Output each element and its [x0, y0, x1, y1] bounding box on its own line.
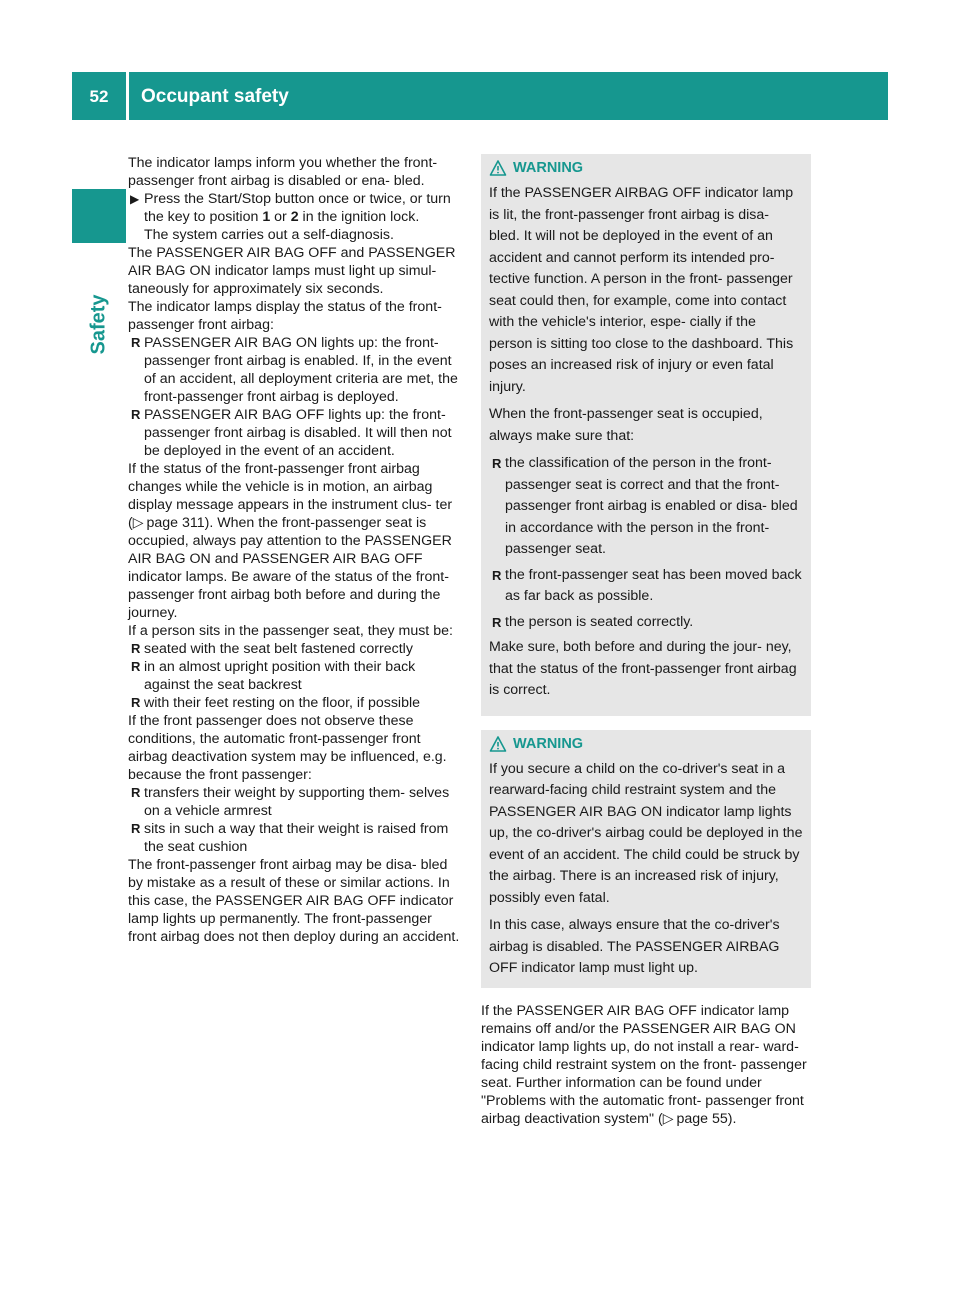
warning-paragraph: Make sure, both before and during the jour- ney, that the status of the front-passenger front airbag is correct. [489, 639, 797, 698]
bullet-r-icon: R [131, 659, 141, 674]
warning-paragraph: When the front-passenger seat is occupied, always make sure that: [489, 406, 763, 444]
list-item [128, 694, 460, 712]
instruction-step [128, 190, 460, 244]
bullet-r-icon: R [131, 335, 141, 350]
header-divider [126, 72, 129, 120]
step-text-or: or [270, 209, 291, 225]
warning-heading [489, 734, 803, 754]
bullet-r-icon: R [492, 614, 502, 630]
list-item-text: the classification of the person in the front- passenger seat is correct and that the front- passenger front airbag is enabled or disa- bled in accordance with the person in the front-passenger seat. [505, 455, 798, 557]
page-ref-arrow-icon: ▷ [662, 1110, 674, 1127]
bullet-r-icon: R [131, 695, 141, 710]
list-item-text: with their feet resting on the floor, if possible [144, 695, 421, 711]
paragraph-3: The indicator lamps display the status of the front-passenger front airbag: [128, 299, 442, 333]
warning-triangle-icon [489, 159, 507, 177]
page-ref-arrow-icon: ▷ [132, 515, 144, 531]
list-item-text: seated with the seat belt fastened correctly [144, 641, 413, 657]
closing-paragraph [481, 1002, 811, 1128]
warning-heading-text: WARNING [513, 735, 584, 752]
bullet-r-icon: R [131, 821, 141, 836]
intro-paragraph: The indicator lamps inform you whether the front-passenger front airbag is disabled or ena- bled. [128, 155, 438, 189]
paragraph-4-a: If the status of the front-passenger front airbag changes while the vehicle is in motion, an airbag display message appears in the instrument clus- ter ( [128, 461, 453, 531]
warning-paragraph: If you secure a child on the co-driver's seat in a rearward-facing child restraint system and the PASSENGER AIR BAG ON indicator lamp lights up, the co-driver's airbag could be deployed in the event of an accident. The child could be struck by the airbag. There is an increased risk of injury, possibly even fatal. [489, 760, 803, 906]
step-text [144, 191, 451, 225]
list-item-text: transfers their weight by supporting them- selves on a vehicle armrest [144, 785, 450, 819]
right-column [481, 154, 811, 1128]
list-item [128, 406, 460, 460]
list-item [489, 612, 803, 634]
page-ref-link[interactable]: page 311 [146, 515, 205, 531]
paragraph-2: The PASSENGER AIR BAG OFF and PASSENGER AIR BAG ON indicator lamps must light up simul- taneously for approximately six seconds. [128, 245, 456, 297]
paragraph-4 [128, 460, 460, 622]
list-item-text: the person is seated correctly. [505, 613, 694, 630]
step-text-a: Press the Start/Stop button once or twice, or turn the key to position [144, 191, 451, 225]
step-result: The system carries out a self-diagnosis. [144, 227, 394, 243]
section-title: Occupant safety [141, 86, 289, 107]
list-item [128, 820, 460, 856]
left-column [128, 154, 460, 946]
list-item [489, 565, 803, 608]
bullet-r-icon: R [131, 641, 141, 656]
warning-paragraph: In this case, always ensure that the co-driver's airbag is disabled. The PASSENGER AIRBAG OFF indicator lamp must light up. [489, 917, 780, 976]
page-number: 52 [89, 87, 109, 106]
bullet-r-icon: R [131, 407, 141, 422]
position-2: 2 [290, 209, 299, 225]
list-item-text: in an almost upright position with their back against the seat backrest [144, 659, 416, 693]
paragraph-7: The front-passenger front airbag may be disa- bled by mistake as a result of these or similar actions. In this case, the PASSENGER AIR BAG OFF indicator lamp lights up permanently. The front-passenger front airbag does not then deploy during an accident. [128, 857, 460, 945]
list-item [128, 784, 460, 820]
closing-paragraph-a: If the PASSENGER AIR BAG OFF indicator lamp remains off and/or the PASSENGER AIR BAG ON indicator lamp lights up, do not install a rear- ward-facing child restraint system on the front- passenger seat. Further information can be found under "Problems with the automatic front- passenger front airbag deactivation system" ( [481, 1002, 807, 1127]
list-item [128, 334, 460, 406]
list-item [489, 453, 803, 561]
warning-paragraph: If the PASSENGER AIRBAG OFF indicator lamp is lit, the front-passenger front airbag is disa- bled. It will not be deployed in the event of an accident and cannot perform its intended pro- tective function. A person in the front- passenger seat could then, for example, come into contact with the vehicle's interior, espe- cially if the person is sitting too close to the dashboard. This poses an increased risk of injury or even fatal injury. [489, 185, 794, 395]
bullet-r-icon: R [131, 785, 141, 800]
warning-triangle-icon [489, 735, 507, 753]
warning-heading [489, 158, 803, 178]
paragraph-4-b: ). When the front-passenger seat is occupied, always pay attention to the PASSENGER AIR BAG ON and PASSENGER AIR BAG OFF indicator lamps. Be aware of the status of the front-passenger front airbag both before and during the journey. [128, 515, 452, 621]
list-item [128, 658, 460, 694]
warning-box-1 [481, 154, 811, 716]
bullet-r-icon: R [492, 567, 502, 583]
position-1: 1 [262, 209, 271, 225]
triangle-arrow-icon: ▶ [130, 192, 140, 206]
list-item-text: PASSENGER AIR BAG OFF lights up: the front- passenger front airbag is disabled. It will then not be deployed in the event of an accident. [144, 407, 452, 459]
side-section-label: Safety [87, 294, 110, 355]
list-item-text: the front-passenger seat has been moved back as far back as possible. [505, 566, 802, 604]
page-ref-link[interactable]: page 55 [676, 1110, 728, 1127]
list-item [128, 640, 460, 658]
step-text-c: in the ignition lock. [298, 209, 420, 225]
paragraph-6: If the front passenger does not observe these conditions, the automatic front-passenger front airbag deactivation system may be influenced, e.g. because the front passenger: [128, 713, 447, 783]
list-item-text: sits in such a way that their weight is raised from the seat cushion [144, 821, 449, 855]
closing-paragraph-b: ). [727, 1110, 737, 1127]
paragraph-5: If a person sits in the passenger seat, they must be: [128, 623, 453, 639]
side-tab-marker [72, 189, 126, 243]
bullet-r-icon: R [492, 456, 502, 471]
warning-heading-text: WARNING [513, 160, 584, 176]
warning-box-2 [481, 730, 811, 988]
list-item-text: PASSENGER AIR BAG ON lights up: the front- passenger front airbag is enabled. If, in the event of an accident, all deployment criteria are met, the front-passenger front airbag is deployed. [144, 335, 458, 405]
